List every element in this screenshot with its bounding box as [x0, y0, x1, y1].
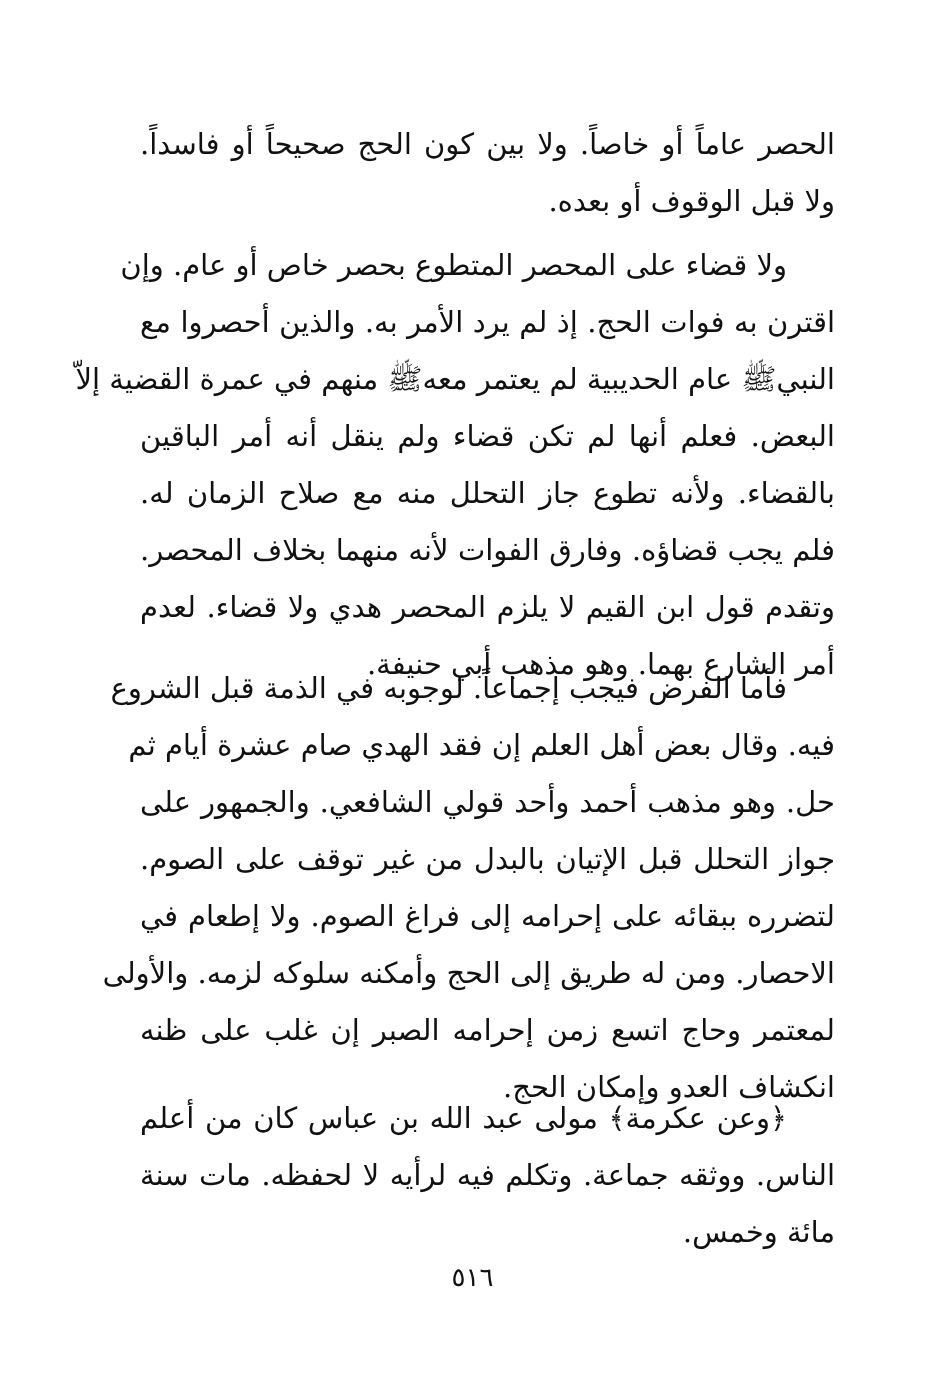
paragraph-3	[102, 660, 835, 1116]
text-line: مائة وخمس.	[682, 1215, 835, 1249]
text-line: بالقضاء. ولأنه تطوع جاز التحلل منه مع صلاح الزمان له.	[140, 476, 835, 510]
paragraph-2	[75, 237, 835, 693]
text-line: الاحصار. ومن له طريق إلى الحج وأمكنه سلوكه لزمه. والأولى	[102, 956, 835, 990]
text-line: فلم يجب قضاؤه. وفارق الفوات لأنه منهما بخلاف المحصر.	[140, 533, 835, 567]
text-line: اقترن به فوات الحج. إذ لم يرد الأمر به. والذين أحصروا مع	[140, 305, 835, 339]
text-line: ولا قضاء على المحصر المتطوع بحصر خاص أو عام. وإن	[120, 248, 787, 282]
text-line: وتقدم قول ابن القيم لا يلزم المحصر هدي ولا قضاء. لعدم	[140, 590, 835, 624]
text-line: ولا قبل الوقوف أو بعده.	[548, 184, 835, 218]
paragraph-1	[140, 116, 835, 230]
text-line: لمعتمر وحاج اتسع زمن إحرامه الصبر إن غلب على ظنه	[140, 1013, 835, 1047]
text-line: جواز التحلل قبل الإتيان بالبدل من غير توقف على الصوم.	[140, 842, 835, 876]
paragraph-4	[140, 1090, 835, 1261]
text-line: لتضرره ببقائه على إحرامه إلى فراغ الصوم. ولا إطعام في	[140, 899, 835, 933]
text-line: انكشاف العدو وإمكان الحج.	[503, 1070, 835, 1104]
text-line: أمر الشارع بهما. وهو مذهب أبي حنيفة.	[366, 647, 835, 681]
text-line: الناس. ووثقه جماعة. وتكلم فيه لرأيه لا لحفظه. مات سنة	[140, 1158, 835, 1192]
text-line: البعض. فعلم أنها لم تكن قضاء ولم ينقل أنه أمر الباقين	[140, 419, 835, 453]
text-line: الحصر عاماً أو خاصاً. ولا بين كون الحج صحيحاً أو فاسداً.	[140, 127, 835, 161]
text-line: فأما الفرض فيجب إجماعاً. لوجوبه في الذمة قبل الشروع	[110, 671, 787, 705]
text-line: فيه. وقال بعض أهل العلم إن فقد الهدي صام عشرة أيام ثم	[128, 728, 835, 762]
text-line: ﴿وعن عكرمة﴾ مولى عبد الله بن عباس كان من أعلم	[140, 1101, 787, 1135]
page-number: ٥١٦	[451, 1263, 494, 1293]
text-line: حل. وهو مذهب أحمد وأحد قولي الشافعي. والجمهور على	[140, 785, 835, 819]
text-line: النبيﷺ عام الحديبية لم يعتمر معهﷺ منهم في عمرة القضية إلاّ	[75, 362, 835, 396]
